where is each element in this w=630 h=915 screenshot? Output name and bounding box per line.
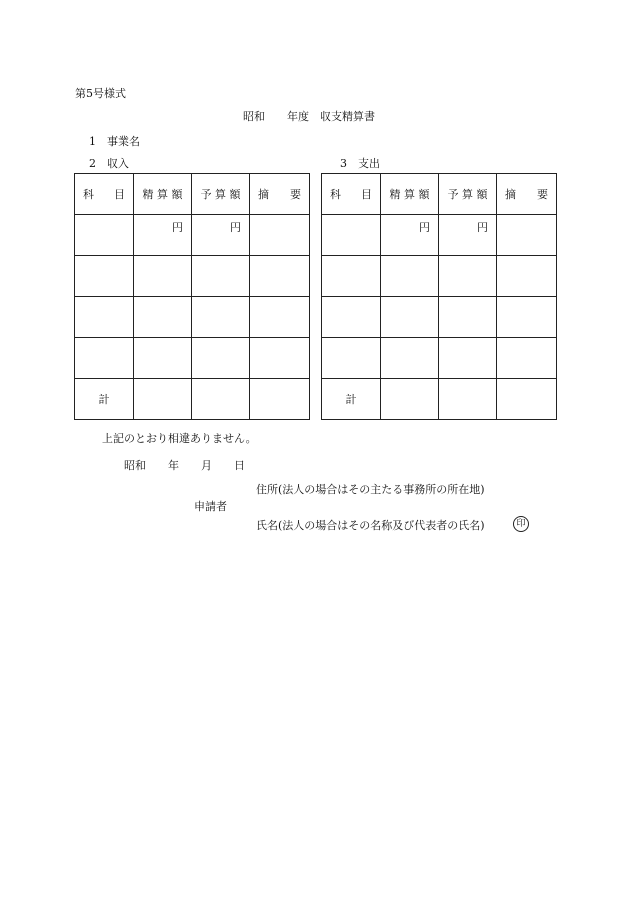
header-settled-amount: 精 算 額 xyxy=(389,188,430,201)
name-label: 氏名(法人の場合はその名称及び代表者の氏名) xyxy=(256,519,485,532)
item-income: 2 収入 xyxy=(89,157,129,170)
yen-unit: 円 xyxy=(477,221,488,234)
header-subject: 科 目 xyxy=(330,188,372,201)
item-expense: 3 支出 xyxy=(340,157,380,170)
header-remarks: 摘 要 xyxy=(505,188,548,201)
address-label: 住所(法人の場合はその主たる事務所の所在地) xyxy=(256,483,485,496)
yen-unit: 円 xyxy=(230,221,241,234)
table-row xyxy=(75,297,310,338)
table-header-row xyxy=(75,174,310,215)
table-row xyxy=(75,215,310,256)
form-number: 第5号様式 xyxy=(75,87,126,100)
document-title: 昭和 年度 収支精算書 xyxy=(243,110,375,123)
total-label: 計 xyxy=(322,379,381,420)
header-budget-amount: 予 算 額 xyxy=(200,188,241,201)
applicant-label: 申請者 xyxy=(194,500,227,513)
total-row xyxy=(322,379,557,420)
statement: 上記のとおり相違ありません。 xyxy=(102,432,257,445)
expense-table xyxy=(321,173,557,420)
table-row xyxy=(322,256,557,297)
header-subject: 科 目 xyxy=(83,188,125,201)
total-row xyxy=(75,379,310,420)
table-row xyxy=(322,297,557,338)
seal-mark xyxy=(513,516,529,532)
header-budget-amount: 予 算 額 xyxy=(447,188,488,201)
date-line: 昭和 年 月 日 xyxy=(124,459,245,472)
yen-unit: 円 xyxy=(419,221,430,234)
yen-unit: 円 xyxy=(172,221,183,234)
header-remarks: 摘 要 xyxy=(258,188,301,201)
seal-icon: 印 xyxy=(513,516,529,532)
table-row xyxy=(322,215,557,256)
income-table xyxy=(74,173,310,420)
table-header-row xyxy=(322,174,557,215)
header-settled-amount: 精 算 額 xyxy=(142,188,183,201)
item-project-name: 1 事業名 xyxy=(89,135,140,148)
table-row xyxy=(75,256,310,297)
total-label: 計 xyxy=(75,379,134,420)
table-row xyxy=(322,338,557,379)
table-row xyxy=(75,338,310,379)
